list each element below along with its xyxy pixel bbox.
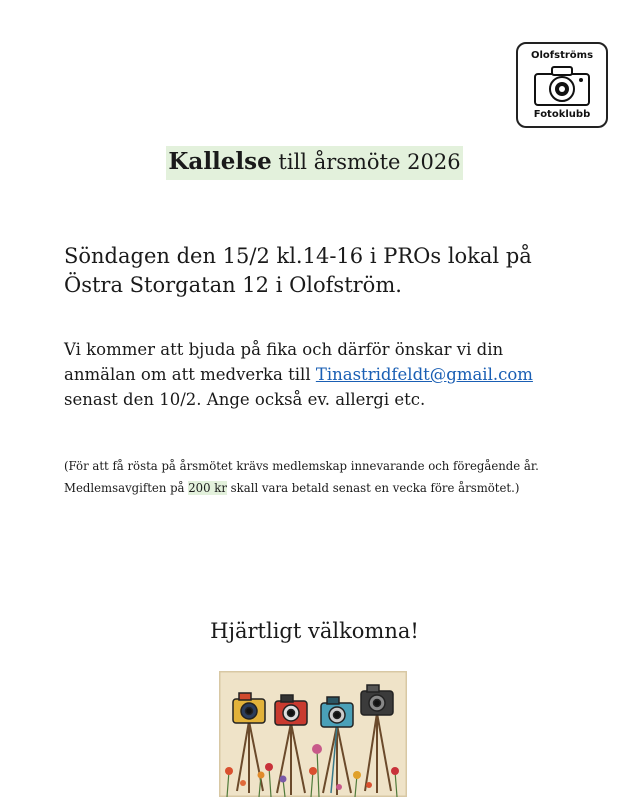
note-line-1: (För att få rösta på årsmötet krävs medlemskap innevarande och föregående år. xyxy=(64,459,539,473)
when-line-1: Söndagen den 15/2 kl.14-16 i PROs lokal på xyxy=(64,244,532,268)
invite-line-3: senast den 10/2. Ange också ev. allergi etc. xyxy=(64,390,426,409)
camera-icon xyxy=(533,64,591,108)
title-highlight xyxy=(166,146,462,180)
invite-line-2 xyxy=(64,362,584,387)
page-title xyxy=(0,146,629,180)
note-line-2-pre: Medlemsavgiften på xyxy=(64,481,189,495)
meeting-time-place xyxy=(64,242,584,300)
email-link[interactable]: Tinastridfeldt@gmail.com xyxy=(315,365,533,384)
welcome-text: Hjärtligt välkomna! xyxy=(210,619,419,643)
cameras-illustration xyxy=(219,671,407,797)
invite-line-1: Vi kommer att bjuda på fika och därför önskar vi din xyxy=(64,340,504,359)
title-strong: Kallelse xyxy=(168,148,272,175)
club-logo xyxy=(516,42,608,128)
membership-note xyxy=(64,455,604,499)
note-line-2-post: skall vara betald senast en vecka före årsmötet.) xyxy=(226,481,520,495)
logo-bottom-text: Fotoklubb xyxy=(533,109,591,120)
note-line-2 xyxy=(64,477,604,499)
title-rest: till årsmöte 2026 xyxy=(271,150,461,174)
invite-paragraph xyxy=(64,337,584,412)
invite-line-2-text: anmälan om att medverka till xyxy=(64,365,316,384)
fee-highlight: 200 kr xyxy=(188,481,227,495)
logo-top-text: Olofströms xyxy=(530,50,594,61)
when-line-2: Östra Storgatan 12 i Olofström. xyxy=(64,273,402,297)
